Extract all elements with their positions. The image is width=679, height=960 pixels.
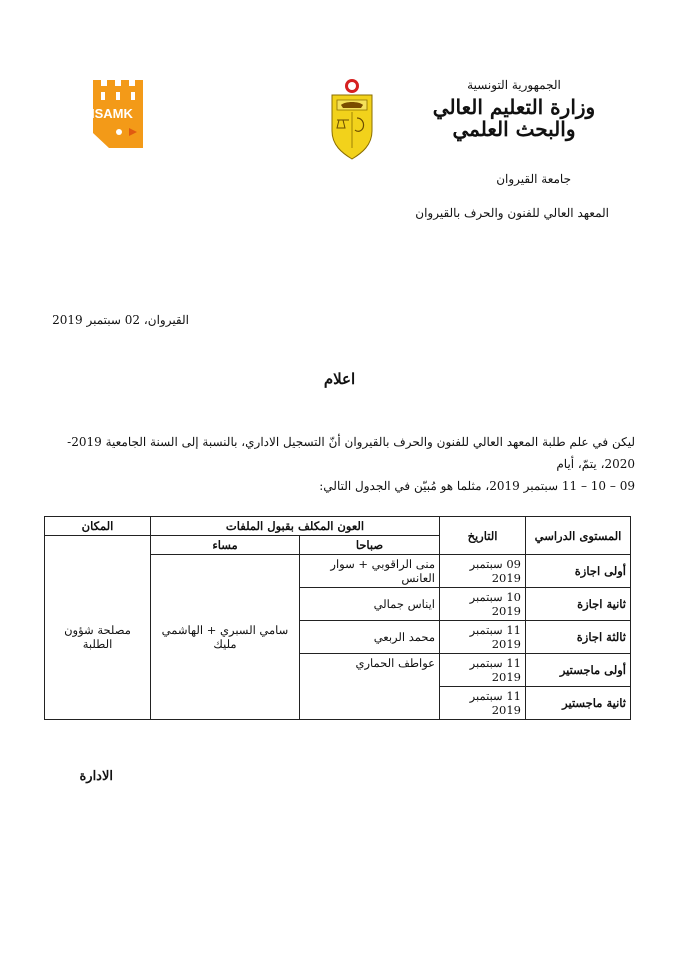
row-level: ثانية اجازة <box>526 588 631 621</box>
isamk-logo <box>89 78 147 152</box>
row-level: أولى اجازة <box>526 555 631 588</box>
row-date: 11 سبتمبر 2019 <box>440 687 526 720</box>
ministry-name-line2: والبحث العلمي <box>452 117 576 141</box>
republic-label: الجمهورية التونسية <box>467 78 561 92</box>
header-date: التاريخ <box>440 517 526 555</box>
paragraph-line-2: 09 – 10 – 11 سبتمبر 2019، مثلما هو مُبيّن في الجدول التالي: <box>319 479 635 493</box>
evening-staff-cell: سامي السبري + الهاشمي مليك <box>151 555 300 720</box>
tunisia-emblem-icon <box>327 78 377 164</box>
row-date: 10 سبتمبر 2019 <box>440 588 526 621</box>
ministry-header <box>419 78 609 140</box>
row-date: 09 سبتمبر 2019 <box>440 555 526 588</box>
header-staff: العون المكلف بقبول الملفات <box>151 517 440 536</box>
ministry-name-line1: وزارة التعليم العالي <box>432 95 596 119</box>
row-level: ثالثة اجازة <box>526 621 631 654</box>
table-header-row <box>45 517 631 536</box>
header-evening: مساء <box>151 536 300 555</box>
place-cell: مصلحة شؤون الطلبة <box>45 555 151 720</box>
paragraph-line-1: ليكن في علم طلبة المعهد العالي للفنون والحرف بالقيروان أنّ التسجيل الاداري، بالنسبة إلى السنة الجامعية 2019-2020، يتمّ، أيام <box>67 435 635 471</box>
signature-administration: الادارة <box>79 769 113 784</box>
header-place: المكان <box>45 517 151 536</box>
university-name: جامعة القيروان <box>496 172 571 186</box>
row-morning-staff: منى الراقوبي + سوار العانس <box>300 555 440 588</box>
row-date: 11 سبتمبر 2019 <box>440 654 526 687</box>
row-morning-staff: عواطف الحماري <box>300 654 440 720</box>
table-row <box>45 555 631 588</box>
row-morning-staff: محمد الربعي <box>300 621 440 654</box>
institute-name: المعهد العالي للفنون والحرف بالقيروان <box>415 206 609 220</box>
page-title: اعلام <box>323 370 356 388</box>
header-morning: صباحا <box>300 536 440 555</box>
place-spacer <box>45 536 151 555</box>
header-level: المستوى الدراسي <box>526 517 631 555</box>
registration-schedule-table <box>44 516 631 720</box>
row-date: 11 سبتمبر 2019 <box>440 621 526 654</box>
announcement-paragraph <box>52 431 635 497</box>
date-line: القيروان، 02 سبتمبر 2019 <box>52 313 189 327</box>
row-level: ثانية ماجستير <box>526 687 631 720</box>
isamk-logo-text: ISAMK <box>91 106 133 121</box>
row-morning-staff: ايناس جمالي <box>300 588 440 621</box>
row-level: أولى ماجستير <box>526 654 631 687</box>
